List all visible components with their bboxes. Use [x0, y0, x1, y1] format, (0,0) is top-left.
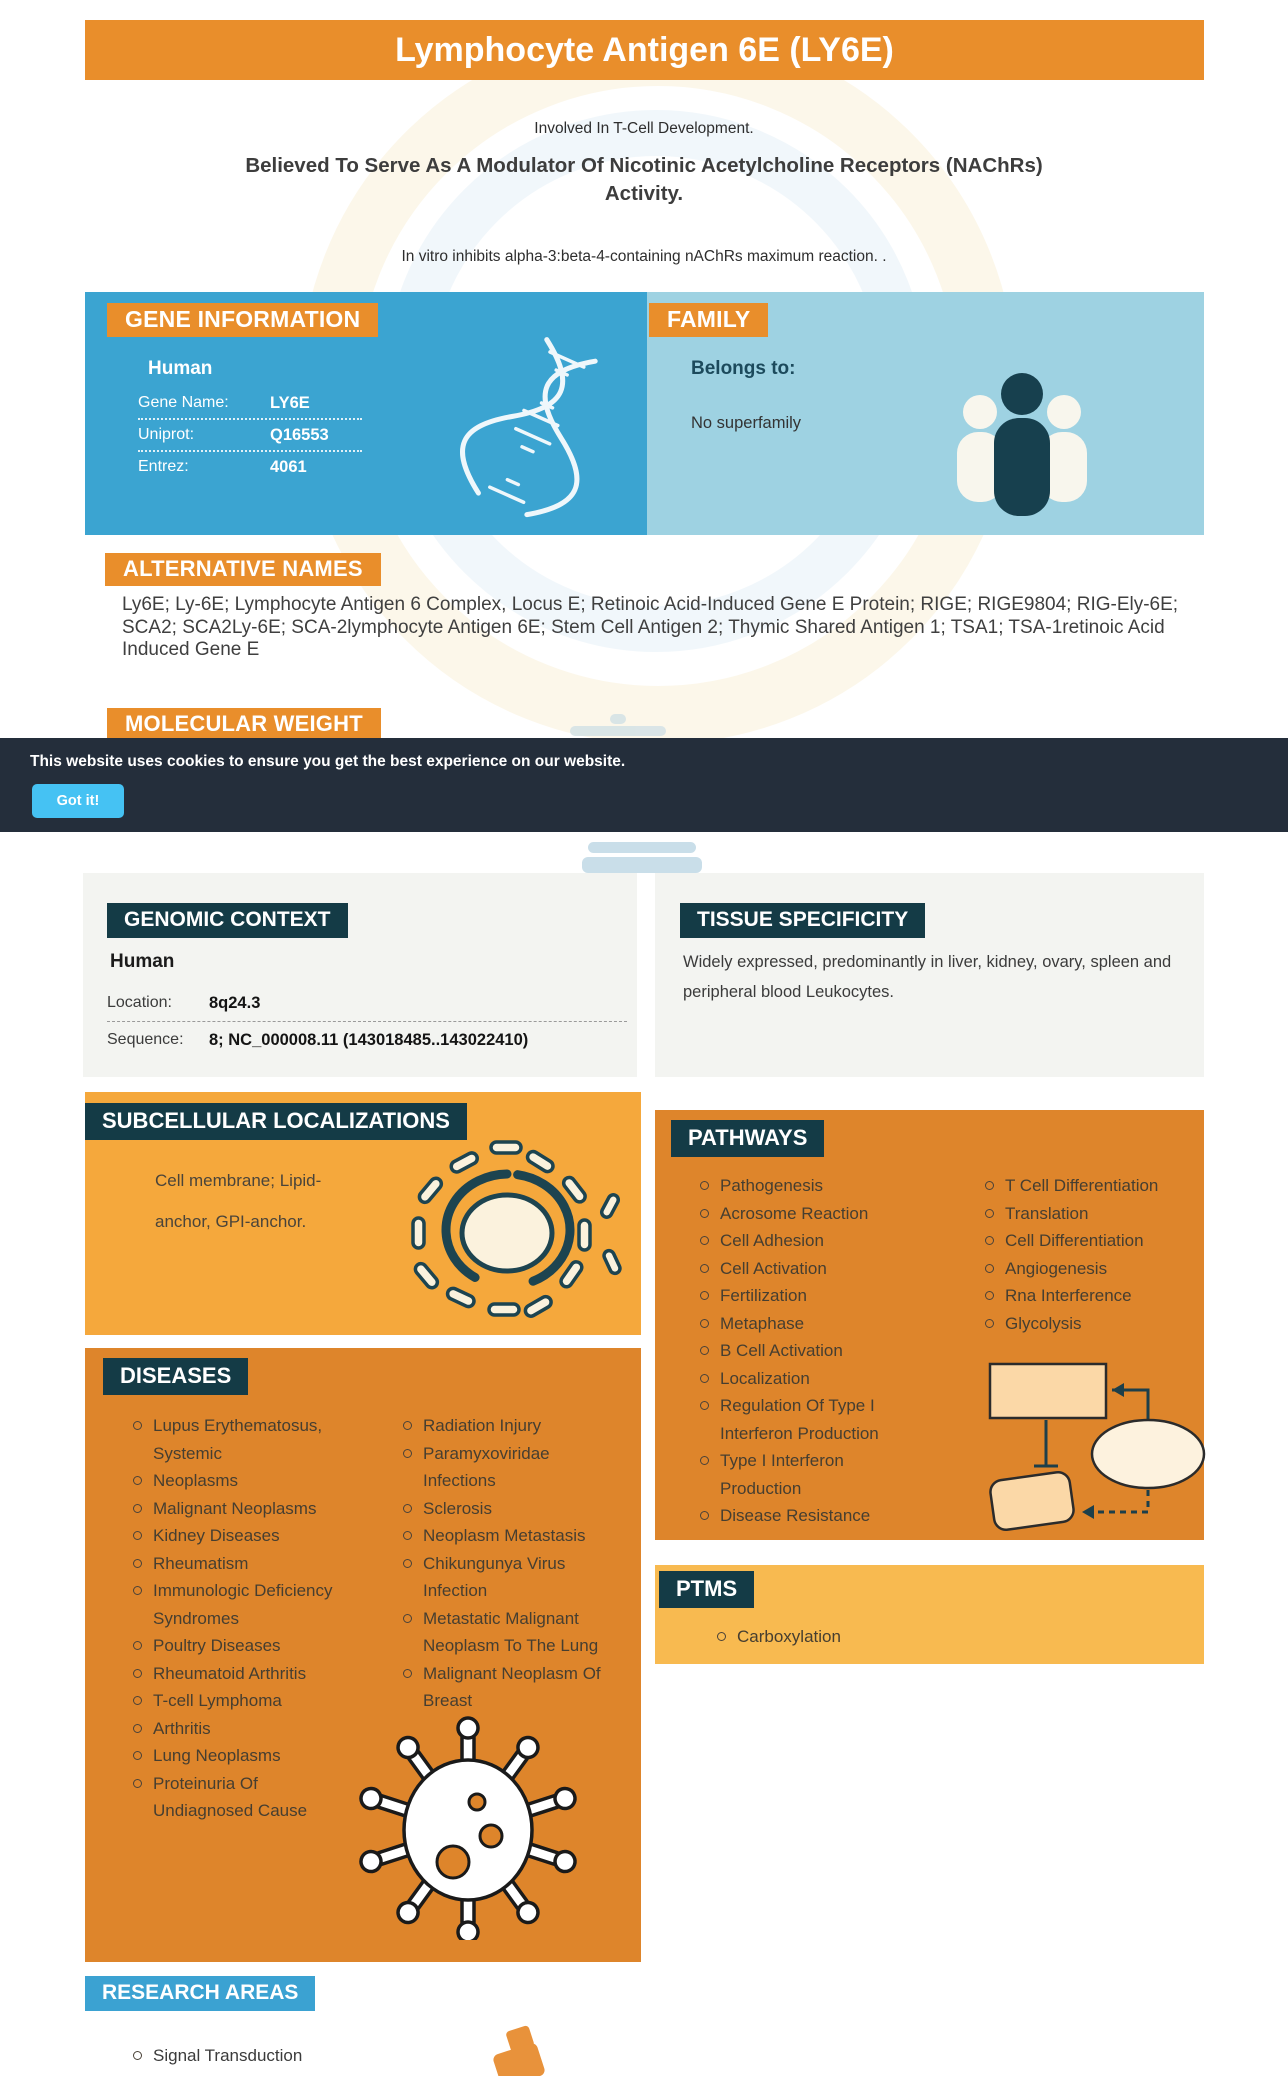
list-item	[133, 1522, 345, 1550]
pathways-list-right	[985, 1172, 1200, 1337]
bullet-icon	[133, 1504, 142, 1513]
list-item-label: Malignant Neoplasm Of Breast	[423, 1663, 601, 1710]
table-row	[138, 420, 362, 452]
list-item-label: Fertilization	[720, 1286, 807, 1305]
bullet-icon	[700, 1511, 709, 1520]
bullet-icon	[403, 1504, 412, 1513]
list-item-label: Cell Differentiation	[1005, 1231, 1144, 1250]
cookie-accept-button[interactable]: Got it!	[32, 784, 124, 818]
list-item-label: Chikungunya Virus Infection	[423, 1553, 566, 1600]
cookie-message: This website uses cookies to ensure you get the best experience on our website.	[30, 753, 626, 770]
list-item	[700, 1365, 922, 1393]
list-item	[133, 1687, 345, 1715]
row-label: Uniprot:	[138, 426, 195, 443]
bullet-icon	[985, 1319, 994, 1328]
pathways-heading: PATHWAYS	[671, 1120, 824, 1157]
bullet-icon	[700, 1209, 709, 1218]
diseases-list-right	[403, 1412, 608, 1715]
list-item	[985, 1200, 1200, 1228]
row-value: 8; NC_000008.11 (143018485..143022410)	[209, 1031, 529, 1049]
diseases-heading: DISEASES	[103, 1358, 248, 1395]
row-value: Q16553	[270, 426, 329, 444]
pathways-list-left	[700, 1172, 922, 1530]
list-item	[700, 1447, 922, 1502]
list-item	[133, 1495, 345, 1523]
bullet-icon	[403, 1449, 412, 1458]
gene-info-table	[138, 388, 362, 482]
list-item-label: Translation	[1005, 1203, 1089, 1223]
list-item-label: T-cell Lymphoma	[153, 1691, 282, 1710]
ptms-heading: PTMS	[659, 1571, 754, 1608]
row-label: Location:	[107, 994, 172, 1011]
research-areas-list	[133, 2042, 433, 2070]
virus-icon	[353, 1710, 583, 1940]
page-title: Lymphocyte Antigen 6E (LY6E)	[395, 31, 894, 69]
list-item-label: Poultry Diseases	[153, 1636, 281, 1655]
list-item-label: Kidney Diseases	[153, 1526, 280, 1545]
table-row	[107, 985, 627, 1022]
table-row	[138, 388, 362, 420]
subtitle-involved: Involved In T-Cell Development.	[534, 120, 754, 137]
family-people-icon	[942, 364, 1102, 519]
list-item	[133, 2042, 433, 2070]
family-panel	[647, 292, 1204, 535]
tissue-specificity-text: Widely expressed, predominantly in liver, kidney, ovary, spleen and peripheral blood Leukocytes.	[683, 953, 1172, 1001]
bullet-icon	[133, 1751, 142, 1760]
bullet-icon	[700, 1346, 709, 1355]
list-item	[403, 1522, 608, 1550]
list-item	[133, 1467, 345, 1495]
subcellular-localizations-panel	[85, 1092, 641, 1335]
list-item	[700, 1337, 922, 1365]
gene-information-panel	[85, 292, 647, 535]
list-item	[717, 1623, 1017, 1651]
cell-organelle-icon	[383, 1134, 631, 1332]
list-item-label: Lung Neoplasms	[153, 1746, 281, 1765]
list-item-label: Rheumatism	[153, 1553, 249, 1573]
list-item	[985, 1310, 1200, 1338]
table-row	[138, 452, 362, 482]
row-label: Gene Name:	[138, 394, 229, 411]
genomic-context-panel	[83, 873, 637, 1077]
list-item-label: B Cell Activation	[720, 1341, 843, 1360]
subtitle-modulator: Believed To Serve As A Modulator Of Nicotinic Acetylcholine Receptors (NAChRs) Activity.	[245, 154, 1043, 205]
list-item	[985, 1172, 1200, 1200]
bullet-icon	[700, 1319, 709, 1328]
bullet-icon	[133, 1559, 142, 1568]
family-heading: FAMILY	[649, 303, 768, 337]
list-item-label: Neoplasms	[153, 1471, 239, 1490]
list-item-label: Metastatic Malignant Neoplasm To The Lung	[423, 1608, 599, 1655]
list-item-label: Disease Resistance	[720, 1506, 871, 1525]
row-label: Sequence:	[107, 1031, 184, 1048]
list-item	[700, 1502, 922, 1530]
list-item-label: Regulation Of Type I Interferon Production	[720, 1396, 879, 1443]
subcellular-text: Cell membrane; Lipid-anchor, GPI-anchor.	[155, 1171, 322, 1231]
list-item	[985, 1227, 1200, 1255]
bullet-icon	[403, 1614, 412, 1623]
ptms-panel	[655, 1565, 1204, 1664]
alternative-names-heading: ALTERNATIVE NAMES	[105, 553, 381, 586]
list-item-label: Paramyxoviridae Infections	[423, 1443, 550, 1490]
list-item-label: Radiation Injury	[423, 1416, 542, 1435]
list-item	[403, 1550, 608, 1605]
ptms-list	[717, 1623, 1017, 1651]
list-item	[700, 1172, 922, 1200]
alternative-names-text: Ly6E; Ly-6E; Lymphocyte Antigen 6 Complex, Locus E; Retinoic Acid-Induced Gene E Protein; RIGE; RIGE9804; RIG-Ely-6E; SCA2; SCA2Ly-6E; SCA-2lymphocyte Antigen 6E; Stem Cell Antigen 2; Thymic Shared Antigen 1; TSA1; TSA-1retinoic Acid Induced Gene E	[122, 594, 1179, 660]
belongs-to-label: Belongs to:	[691, 358, 796, 379]
list-item-label: Neoplasm Metastasis	[423, 1526, 586, 1545]
list-item	[700, 1392, 922, 1447]
bullet-icon	[403, 1421, 412, 1430]
list-item	[700, 1282, 922, 1310]
dna-helix-icon	[433, 336, 638, 528]
bullet-icon	[700, 1291, 709, 1300]
diseases-panel	[85, 1348, 641, 1962]
list-item	[700, 1227, 922, 1255]
list-item-label: Immunologic Deficiency Syndromes	[153, 1581, 333, 1628]
list-item	[403, 1660, 608, 1715]
bullet-icon	[700, 1401, 709, 1410]
list-item-label: Malignant Neoplasms	[153, 1498, 317, 1518]
bullet-icon	[133, 2051, 142, 2060]
diseases-list-left	[133, 1412, 345, 1825]
list-item-label: Arthritis	[153, 1718, 211, 1738]
list-item	[403, 1495, 608, 1523]
bullet-icon	[985, 1264, 994, 1273]
list-item-label: Type I Interferon Production	[720, 1451, 844, 1498]
bullet-icon	[403, 1669, 412, 1678]
list-item-label: Sclerosis	[423, 1498, 492, 1518]
list-item	[133, 1660, 345, 1688]
list-item-label: T Cell Differentiation	[1005, 1176, 1159, 1195]
list-item-label: Cell Adhesion	[720, 1231, 824, 1250]
pathways-panel	[655, 1110, 1204, 1540]
bullet-icon	[133, 1724, 142, 1733]
list-item-label: Signal Transduction	[153, 2046, 303, 2065]
bullet-icon	[700, 1374, 709, 1383]
list-item	[985, 1282, 1200, 1310]
molecular-weight-heading: MOLECULAR WEIGHT	[107, 708, 381, 741]
tissue-specificity-panel	[655, 873, 1204, 1077]
list-item-label: Proteinuria Of Undiagnosed Cause	[153, 1773, 308, 1820]
bullet-icon	[133, 1421, 142, 1430]
bullet-icon	[133, 1779, 142, 1788]
bullet-icon	[700, 1456, 709, 1465]
list-item	[700, 1310, 922, 1338]
list-item	[133, 1550, 345, 1578]
list-item-label: Glycolysis	[1005, 1313, 1082, 1333]
subcellular-heading: SUBCELLULAR LOCALIZATIONS	[85, 1103, 467, 1140]
list-item-label: Metaphase	[720, 1313, 805, 1333]
row-value: 4061	[270, 458, 307, 476]
genomic-species-label: Human	[110, 951, 175, 972]
list-item	[403, 1412, 608, 1440]
bullet-icon	[403, 1559, 412, 1568]
list-item-label: Localization	[720, 1368, 810, 1388]
bullet-icon	[985, 1236, 994, 1245]
list-item	[985, 1255, 1200, 1283]
bullet-icon	[133, 1641, 142, 1650]
list-item	[700, 1200, 922, 1228]
list-item-label: Pathogenesis	[720, 1176, 824, 1195]
list-item	[133, 1632, 345, 1660]
list-item	[700, 1255, 922, 1283]
bullet-icon	[985, 1181, 994, 1190]
list-item-label: Rna Interference	[1005, 1286, 1132, 1305]
research-areas-heading: RESEARCH AREAS	[85, 1976, 315, 2011]
list-item-label: Carboxylation	[737, 1627, 841, 1646]
bullet-icon	[133, 1669, 142, 1678]
gene-species-label: Human	[148, 358, 213, 379]
row-value: LY6E	[270, 394, 310, 412]
bullet-icon	[403, 1531, 412, 1540]
genomic-context-heading: GENOMIC CONTEXT	[107, 903, 348, 938]
list-item	[133, 1577, 345, 1632]
list-item	[133, 1770, 345, 1825]
bullet-icon	[133, 1476, 142, 1485]
genomic-table	[107, 985, 627, 1058]
bullet-icon	[133, 1531, 142, 1540]
list-item-label: Cell Activation	[720, 1258, 827, 1278]
list-item	[133, 1412, 345, 1467]
page-title-banner	[85, 20, 1204, 80]
bullet-icon	[985, 1209, 994, 1218]
list-item-label: Acrosome Reaction	[720, 1203, 869, 1223]
tissue-specificity-heading: TISSUE SPECIFICITY	[680, 903, 925, 938]
bullet-icon	[133, 1696, 142, 1705]
list-item-label: Rheumatoid Arthritis	[153, 1663, 307, 1683]
family-value: No superfamily	[691, 414, 802, 432]
gene-information-heading: GENE INFORMATION	[107, 303, 378, 337]
list-item	[403, 1605, 608, 1660]
bullet-icon	[717, 1632, 726, 1641]
list-item-label: Angiogenesis	[1005, 1258, 1108, 1278]
subtitle-invitro: In vitro inhibits alpha-3:beta-4-containing nAChRs maximum reaction. .	[401, 248, 887, 265]
list-item-label: Lupus Erythematosus, Systemic	[153, 1416, 323, 1463]
list-item	[133, 1715, 345, 1743]
list-item	[133, 1742, 345, 1770]
row-value: 8q24.3	[209, 994, 261, 1012]
bullet-icon	[700, 1264, 709, 1273]
list-item	[403, 1440, 608, 1495]
cookie-banner	[0, 738, 1288, 832]
bullet-icon	[700, 1181, 709, 1190]
bullet-icon	[700, 1236, 709, 1245]
pathway-flowchart-icon	[980, 1350, 1210, 1536]
table-row	[107, 1022, 627, 1058]
row-label: Entrez:	[138, 458, 189, 475]
bullet-icon	[133, 1586, 142, 1595]
bullet-icon	[985, 1291, 994, 1300]
